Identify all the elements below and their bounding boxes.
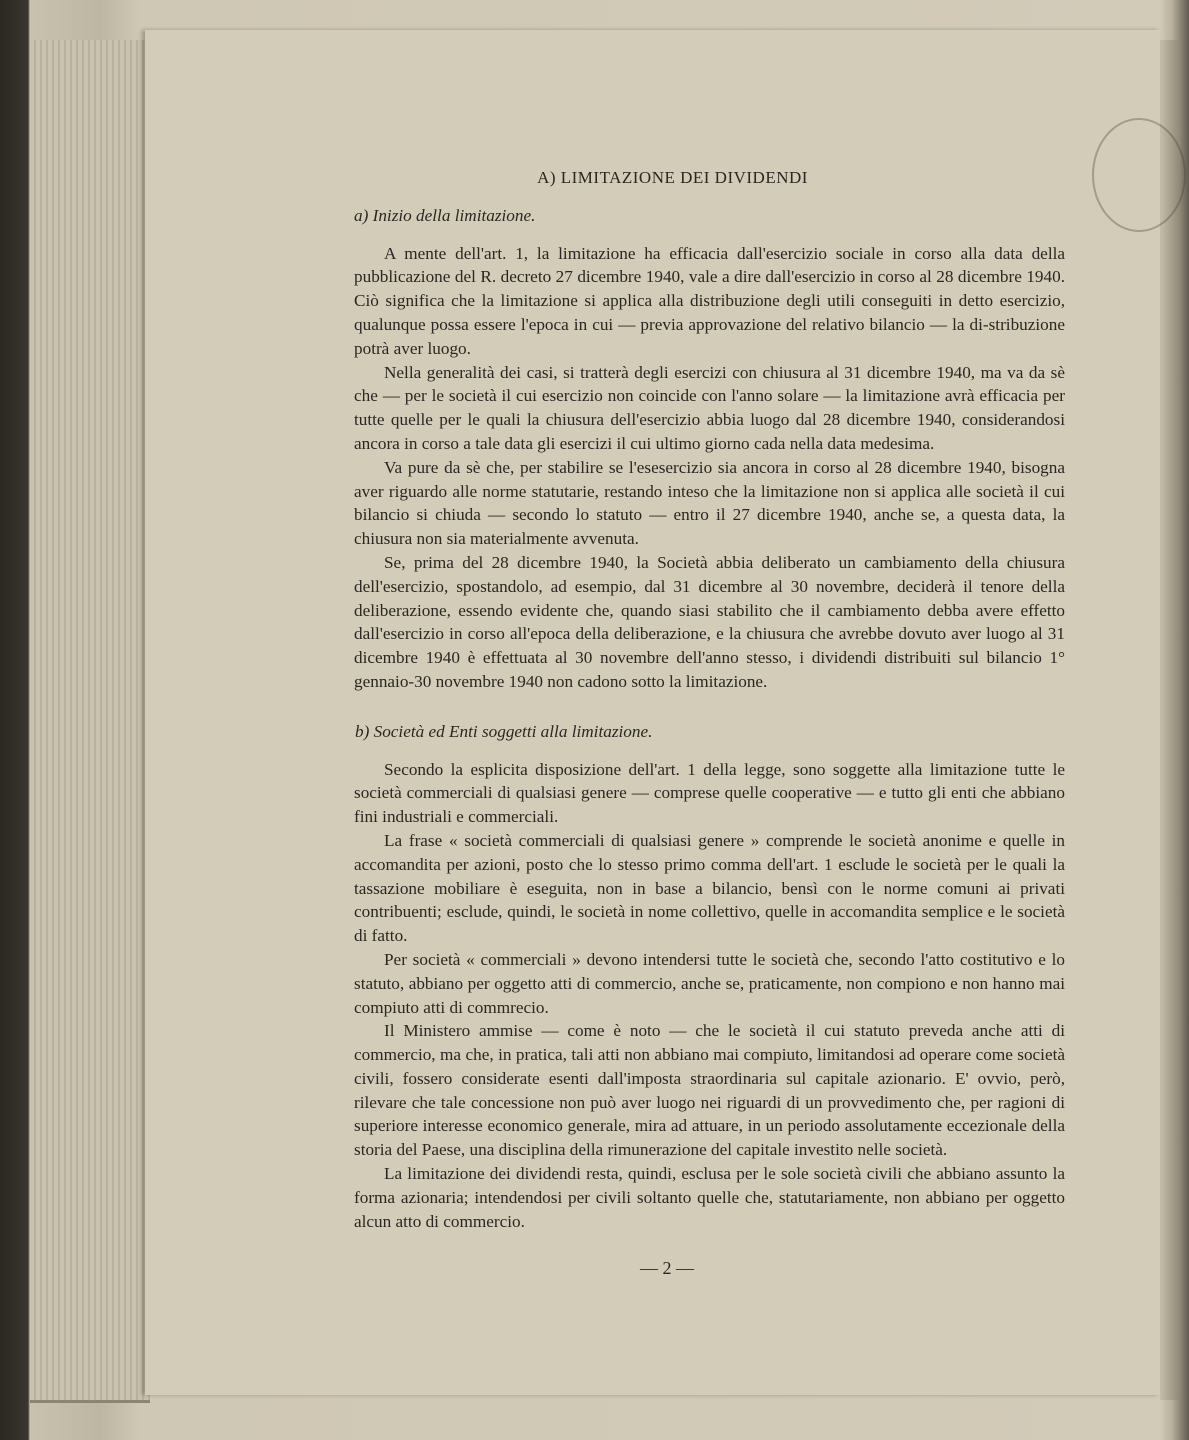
paragraph: Nella generalità dei casi, si tratterà degli esercizi con chiusura al 31 dicembre 1940, ma va da sè che — per le società il cui esercizio non coincide con l'anno solare — la limitazione avrà efficacia per tutte quelle per le quali la chiusura dell'esercizio abbia luogo dal 28 dicembre 1940, considerandosi ancora in corso a tale data gli esercizi il cui ultimo giorno cada nella data medesima.	[354, 362, 1065, 453]
subsection-b	[210, 720, 1065, 1234]
subsection-heading: a) Inizio della limitazione.	[354, 205, 536, 225]
page-content	[210, 160, 1065, 1233]
page-edges	[30, 40, 150, 1403]
page-number: — 2 —	[640, 1258, 694, 1278]
paragraph: Il Ministero ammise — come è noto — che le società il cui statuto preveda anche atti di commercio, ma che, in pratica, tali atti non abbiano mai compiuto, limitandosi ad operare come società civili, fossero considerate esenti dall'imposta straordinaria sul capitale azionario. E' ovvio, però, rilevare che tale concessione non può aver luogo nei riguardi di un provvedimento che, per ragioni di superiore interesse economico generale, mira ad attuare, in un periodo assolutamente eccezionale della storia del Paese, una disciplina della rimunerazione del capitale investito nelle società.	[354, 1021, 1065, 1160]
section-title: A) LIMITAZIONE DEI DIVIDENDI	[537, 168, 808, 187]
subsection-heading: b) Società ed Enti soggetti alla limitazione.	[355, 721, 653, 741]
paragraph: Va pure da sè che, per stabilire se l'esesercizio sia ancora in corso al 28 dicembre 1940, bisogna aver riguardo alle norme statutarie, restando inteso che la limitazione non si applica alle società il cui bilancio si chiuda — secondo lo statuto — entro il 27 dicembre 1940, anche se, a questa data, la chiusura non sia materialmente avvenuta.	[354, 457, 1065, 549]
paragraph: Per società « commerciali » devono intendersi tutte le società che, secondo l'atto costitutivo e lo statuto, abbiano per oggetto atti di commercio, anche se, praticamente, non compiono e non hanno mai compiuto atti di commrecio.	[354, 949, 1065, 1017]
stamp-seal	[1092, 118, 1186, 232]
subsection-a	[210, 204, 1065, 694]
paragraph: Se, prima del 28 dicembre 1940, la Società abbia deliberato un cambiamento della chiusura dell'esercizio, spostandolo, ad esempio, dal 31 dicembre al 30 novembre, deciderà il tenore della deliberazione, essendo evidente che, quando siasi stabilito che il cambiamento debba avere effetto dall'esercizio in corso all'epoca della deliberazione, e la chiusura che avrebbe dovuto aver luogo al 31 dicembre 1940 è effettuata al 30 novembre dell'anno stesso, i dividendi distribuiti sul bilancio 1° gennaio-30 novembre 1940 non cadono sotto la limitazione.	[354, 552, 1065, 691]
paragraph: La limitazione dei dividendi resta, quindi, esclusa per le sole società civili che abbiano assunto la forma azionaria; intendendosi per civili soltanto quelle che, statutariamente, non abbiano per oggetto alcun atto di commercio.	[354, 1164, 1065, 1231]
right-page-edge	[1160, 40, 1180, 1400]
paragraph: La frase « società commerciali di qualsiasi genere » comprende le società anonime e quelle in accomandita per azioni, posto che lo stesso primo comma dell'art. 1 esclude le società per le quali la tassazione mobiliare è eseguita, non in base a bilancio, bensì con le norme comuni ai privati contribuenti; esclude, quindi, le società in nome collettivo, quelle in accomandita semplice e le società di fatto.	[354, 830, 1065, 946]
paragraph: A mente dell'art. 1, la limitazione ha efficacia dall'esercizio sociale in corso alla data della pubblicazione del R. decreto 27 dicembre 1940, vale a dire dall'esercizio in corso al 28 dicembre 1940. Ciò significa che la limitazione si applica alla distribuzione degli utili conseguiti in detto esercizio, qualunque possa essere l'epoca in cui — previa approvazione del relativo bilancio — la di-stribuzione potrà aver luogo.	[354, 243, 1065, 358]
paragraph: Secondo la esplicita disposizione dell'art. 1 della legge, sono soggette alla limitazione tutte le società commerciali di qualsiasi genere — comprese quelle cooperative — e tutto gli enti che abbiano fini industriali e commerciali.	[354, 759, 1065, 827]
